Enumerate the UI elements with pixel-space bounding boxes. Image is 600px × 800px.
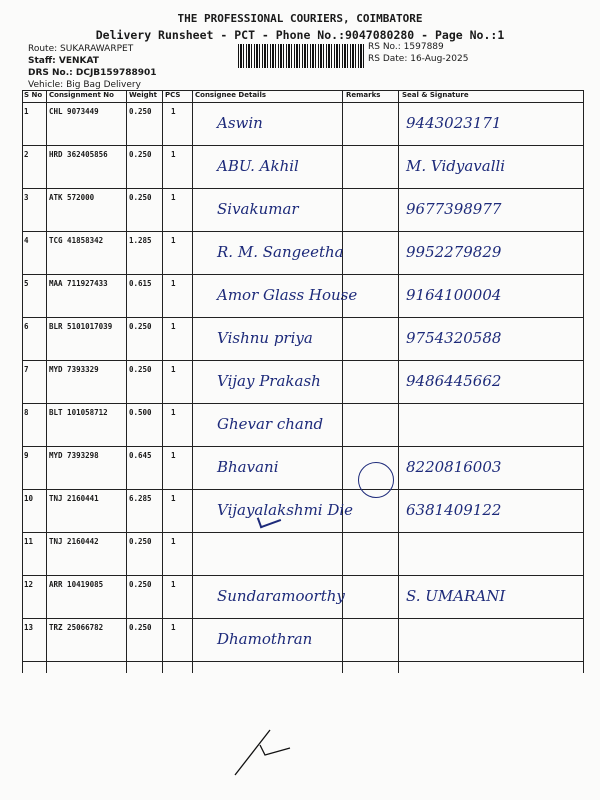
grid-vline (342, 90, 343, 673)
grid-vline (22, 90, 23, 673)
rs-date: RS Date: 16-Aug-2025 (368, 54, 469, 64)
serial-number: 6 (24, 322, 29, 331)
serial-number: 9 (24, 451, 29, 460)
serial-number: 1 (24, 107, 29, 116)
grid-hline (22, 231, 584, 232)
grid-vline (126, 90, 127, 673)
pcs-value: 1 (171, 623, 176, 632)
consignment-number: MYD 7393298 (49, 451, 99, 460)
signature-handwritten: 9486445662 (406, 372, 502, 390)
grid-vline (398, 90, 399, 673)
grid-hline (22, 575, 584, 576)
consignee-handwritten: Amor Glass House (217, 286, 358, 304)
header-consignment-no: Consignment No (49, 91, 114, 99)
header-consignee: Consignee Details (195, 91, 267, 99)
company-title: THE PROFESSIONAL COURIERS, COIMBATORE (177, 12, 423, 25)
consignment-number: BLR 5101017039 (49, 322, 113, 331)
signature-handwritten: M. Vidyavalli (406, 157, 506, 175)
serial-number: 5 (24, 279, 29, 288)
signature-handwritten: 9164100004 (406, 286, 502, 304)
pcs-value: 1 (171, 580, 176, 589)
grid-hline (22, 360, 584, 361)
pcs-value: 1 (171, 193, 176, 202)
header-pcs: PCS (165, 91, 181, 99)
consignee-handwritten: R. M. Sangeetha (217, 243, 344, 261)
pcs-value: 1 (171, 107, 176, 116)
consignee-handwritten: ABU. Akhil (217, 157, 299, 175)
serial-number: 11 (24, 537, 34, 546)
consignment-number: MAA 711927433 (49, 279, 108, 288)
pcs-value: 1 (171, 494, 176, 503)
consignment-number: BLT 101058712 (49, 408, 108, 417)
barcode (238, 44, 364, 68)
runsheet-table (22, 90, 584, 673)
serial-number: 13 (24, 623, 34, 632)
header-weight: Weight (129, 91, 157, 99)
consignment-number: HRD 362405856 (49, 150, 108, 159)
consignee-handwritten: Vijay Prakash (217, 372, 321, 390)
grid-hline (22, 317, 584, 318)
consignment-number: ATK 572000 (49, 193, 95, 202)
runsheet-title: Delivery Runsheet - PCT - Phone No.:9047080280 - Page No.:1 (95, 28, 505, 42)
header-remarks: Remarks (346, 91, 381, 99)
consignee-handwritten: Sivakumar (217, 200, 299, 218)
consignee-handwritten: Sundaramoorthy (217, 587, 345, 605)
weight-value: 0.615 (129, 279, 152, 288)
serial-number: 7 (24, 365, 29, 374)
weight-value: 0.250 (129, 623, 152, 632)
route-label: Route: SUKARAWARPET (28, 44, 134, 54)
pcs-value: 1 (171, 365, 176, 374)
pcs-value: 1 (171, 236, 176, 245)
consignment-number: MYD 7393329 (49, 365, 99, 374)
consignee-handwritten: Aswin (217, 114, 263, 132)
consignee-handwritten: Dhamothran (217, 630, 313, 648)
grid-hline (22, 274, 584, 275)
grid-hline (22, 90, 584, 91)
pcs-value: 1 (171, 322, 176, 331)
consignment-number: TNJ 2160442 (49, 537, 99, 546)
serial-number: 12 (24, 580, 34, 589)
grid-hline (22, 403, 584, 404)
grid-hline (22, 618, 584, 619)
grid-hline (22, 661, 584, 662)
signature-handwritten: 9443023171 (406, 114, 502, 132)
grid-vline (583, 90, 584, 673)
vehicle-label: Vehicle: Big Bag Delivery (28, 80, 141, 90)
consignment-number: ARR 10419085 (49, 580, 104, 589)
header-seal-signature: Seal & Signature (402, 91, 469, 99)
pcs-value: 1 (171, 451, 176, 460)
pcs-value: 1 (171, 279, 176, 288)
weight-value: 0.250 (129, 537, 152, 546)
signature-handwritten: 6381409122 (406, 501, 502, 519)
weight-value: 0.645 (129, 451, 152, 460)
drs-label: DRS No.: DCJB159788901 (28, 68, 157, 78)
pcs-value: 1 (171, 150, 176, 159)
weight-value: 0.250 (129, 107, 152, 116)
signature-handwritten: 9952279829 (406, 243, 502, 261)
grid-hline (22, 102, 584, 103)
weight-value: 1.285 (129, 236, 152, 245)
signature-handwritten: S. UMARANI (406, 587, 506, 605)
signature-handwritten: 8220816003 (406, 458, 502, 476)
grid-hline (22, 489, 584, 490)
grid-hline (22, 145, 584, 146)
consignee-handwritten: Vijayalakshmi Die (217, 501, 354, 519)
weight-value: 0.250 (129, 193, 152, 202)
weight-value: 0.250 (129, 580, 152, 589)
staff-label: Staff: VENKAT (28, 56, 99, 66)
grid-hline (22, 446, 584, 447)
remarks-stamp (358, 462, 394, 498)
consignment-number: TNJ 2160441 (49, 494, 99, 503)
weight-value: 0.250 (129, 322, 152, 331)
weight-value: 0.500 (129, 408, 152, 417)
consignee-handwritten: Ghevar chand (217, 415, 324, 433)
pcs-value: 1 (171, 408, 176, 417)
serial-number: 10 (24, 494, 34, 503)
signature-handwritten: 9677398977 (406, 200, 502, 218)
serial-number: 2 (24, 150, 29, 159)
grid-hline (22, 188, 584, 189)
weight-value: 0.250 (129, 365, 152, 374)
pcs-value: 1 (171, 537, 176, 546)
grid-vline (46, 90, 47, 673)
serial-number: 4 (24, 236, 29, 245)
grid-hline (22, 532, 584, 533)
serial-number: 3 (24, 193, 29, 202)
grid-vline (162, 90, 163, 673)
consignment-number: TCG 41858342 (49, 236, 104, 245)
header-s-no: S No (24, 91, 43, 99)
consignment-number: TRZ 25066782 (49, 623, 104, 632)
weight-value: 0.250 (129, 150, 152, 159)
weight-value: 6.285 (129, 494, 152, 503)
consignment-number: CHL 9073449 (49, 107, 99, 116)
rs-number: RS No.: 1597889 (368, 42, 444, 52)
grid-vline (192, 90, 193, 673)
pen-stroke (230, 700, 300, 780)
consignee-handwritten: Vishnu priya (217, 329, 313, 347)
consignee-handwritten: Bhavani (217, 458, 279, 476)
signature-handwritten: 9754320588 (406, 329, 502, 347)
serial-number: 8 (24, 408, 29, 417)
